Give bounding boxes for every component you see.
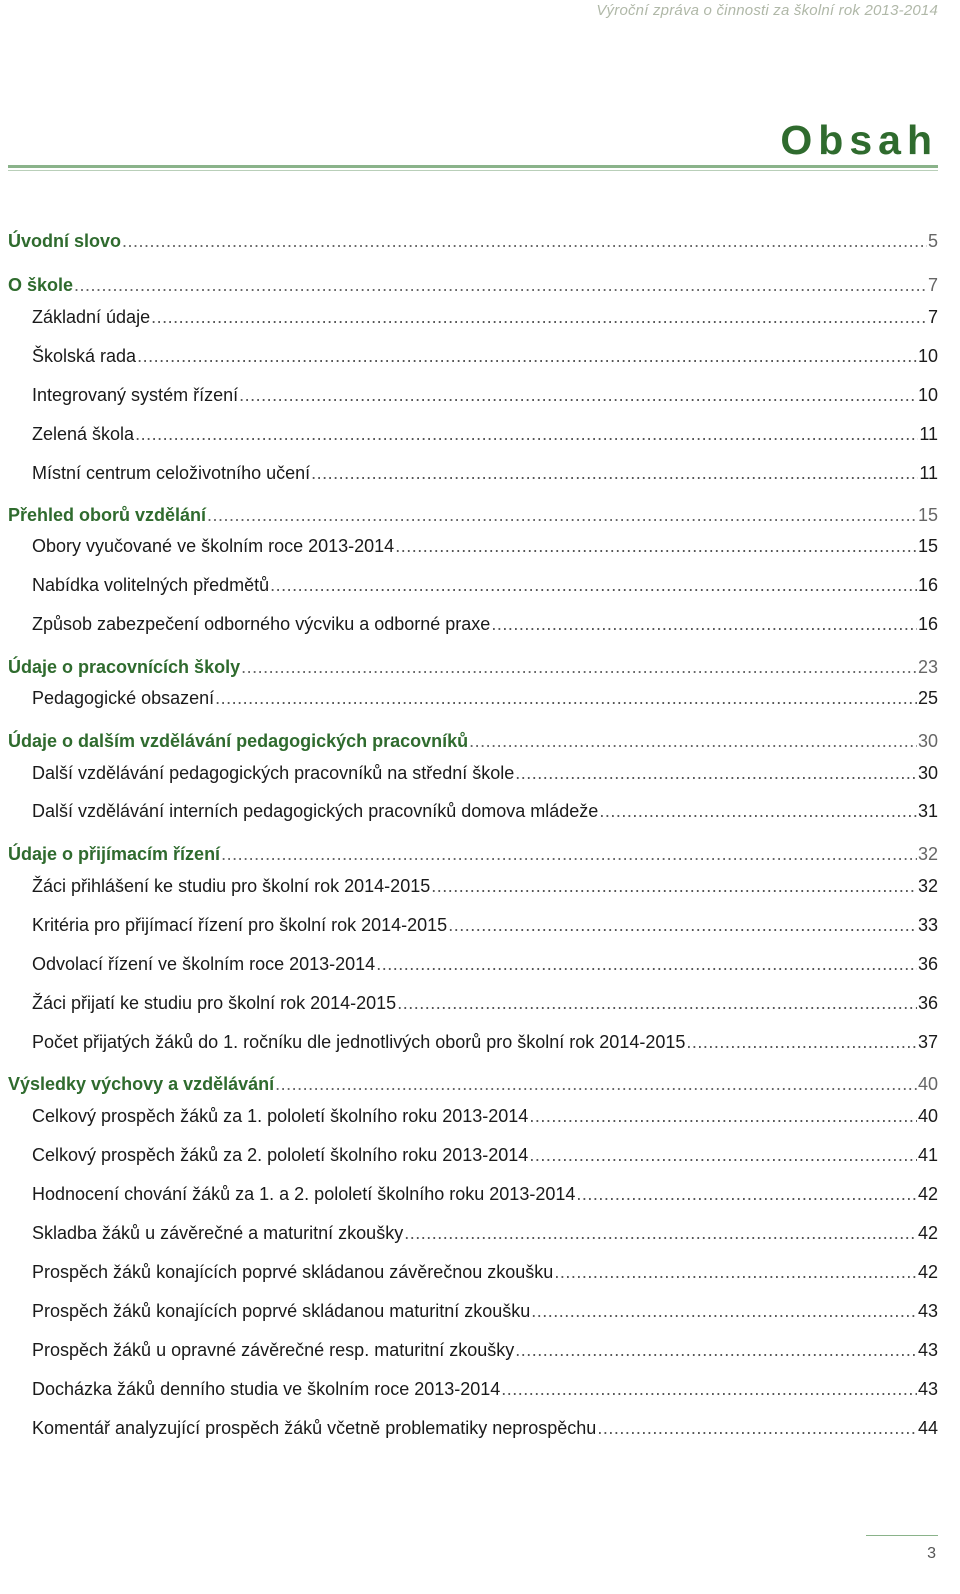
toc-dot-leader xyxy=(529,1101,917,1131)
title-divider xyxy=(8,165,938,168)
toc-entry-page: 7 xyxy=(927,307,938,327)
toc-dot-leader xyxy=(239,380,917,410)
toc-entry-label: Místní centrum celoživotního učení xyxy=(32,463,311,483)
toc-entry-page: 15 xyxy=(917,505,938,525)
toc-dot-leader xyxy=(397,988,917,1018)
toc-dot-leader xyxy=(515,758,917,788)
toc-section-entry[interactable] xyxy=(32,419,938,449)
toc-chapter-entry[interactable] xyxy=(8,270,938,300)
toc-section-entry[interactable] xyxy=(32,949,938,979)
toc-section-entry[interactable] xyxy=(32,871,938,901)
toc-entry-page: 15 xyxy=(917,536,938,556)
toc-entry-label: Prospěch žáků konajících poprvé skládanou maturitní zkoušku xyxy=(32,1301,531,1321)
page-title: Obsah xyxy=(780,117,938,163)
toc-entry-page: 30 xyxy=(917,731,938,751)
toc-chapter-entry[interactable] xyxy=(8,500,938,530)
toc-entry-page: 40 xyxy=(917,1074,938,1094)
toc-entry-label: Obory vyučované ve školním roce 2013-2014 xyxy=(32,536,395,556)
toc-entry-label: Základní údaje xyxy=(32,307,151,327)
toc-dot-leader xyxy=(135,419,918,449)
toc-section-entry[interactable] xyxy=(32,1257,938,1287)
toc-section-entry[interactable] xyxy=(32,380,938,410)
toc-dot-leader xyxy=(311,458,918,488)
toc-dot-leader xyxy=(515,1335,917,1365)
toc-entry-page: 25 xyxy=(917,688,938,708)
toc-dot-leader xyxy=(395,531,917,561)
toc-dot-leader xyxy=(576,1179,917,1209)
toc-entry-label: Zelená škola xyxy=(32,424,135,444)
toc-section-entry[interactable] xyxy=(32,1140,938,1170)
toc-section-entry[interactable] xyxy=(32,1101,938,1131)
toc-dot-leader xyxy=(151,302,927,332)
toc-entry-label: Přehled oborů vzdělání xyxy=(8,505,207,525)
toc-entry-page: 41 xyxy=(917,1145,938,1165)
toc-entry-label: Úvodní slovo xyxy=(8,231,122,251)
toc-dot-leader xyxy=(241,652,917,682)
toc-entry-label: Žáci přihlášení ke studiu pro školní rok 2014-2015 xyxy=(32,876,431,896)
toc-dot-leader xyxy=(275,1069,917,1099)
toc-section-entry[interactable] xyxy=(32,796,938,826)
toc-entry-label: Integrovaný systém řízení xyxy=(32,385,239,405)
toc-dot-leader xyxy=(531,1296,917,1326)
toc-entry-page: 43 xyxy=(917,1340,938,1360)
toc-entry-page: 43 xyxy=(917,1301,938,1321)
toc-section-entry[interactable] xyxy=(32,1413,938,1443)
toc-entry-label: Celkový prospěch žáků za 1. pololetí školního roku 2013-2014 xyxy=(32,1106,529,1126)
toc-entry-page: 7 xyxy=(927,275,938,295)
toc-dot-leader xyxy=(501,1374,917,1404)
toc-dot-leader xyxy=(469,726,917,756)
toc-chapter-entry[interactable] xyxy=(8,839,938,869)
toc-entry-label: Celkový prospěch žáků za 2. pololetí školního roku 2013-2014 xyxy=(32,1145,529,1165)
toc-entry-label: Školská rada xyxy=(32,346,137,366)
toc-dot-leader xyxy=(122,226,927,256)
toc-entry-label: Hodnocení chování žáků za 1. a 2. pololetí školního roku 2013-2014 xyxy=(32,1184,576,1204)
toc-entry-label: Údaje o přijímacím řízení xyxy=(8,844,221,864)
toc-chapter-entry[interactable] xyxy=(8,1069,938,1099)
toc-dot-leader xyxy=(221,839,917,869)
toc-dot-leader xyxy=(686,1027,917,1057)
toc-chapter-entry[interactable] xyxy=(8,726,938,756)
toc-entry-page: 44 xyxy=(917,1418,938,1438)
toc-chapter-entry[interactable] xyxy=(8,652,938,682)
toc-dot-leader xyxy=(207,500,917,530)
toc-entry-page: 10 xyxy=(917,346,938,366)
toc-dot-leader xyxy=(215,683,917,713)
toc-dot-leader xyxy=(599,796,917,826)
toc-entry-label: Odvolací řízení ve školním roce 2013-2014 xyxy=(32,954,376,974)
running-header: Výroční zpráva o činnosti za školní rok 2013-2014 xyxy=(596,2,938,19)
toc-entry-page: 32 xyxy=(917,844,938,864)
toc-section-entry[interactable] xyxy=(32,609,938,639)
toc-entry-label: Další vzdělávání interních pedagogických pracovníků domova mládeže xyxy=(32,801,599,821)
toc-entry-label: Výsledky výchovy a vzdělávání xyxy=(8,1074,275,1094)
toc-entry-page: 40 xyxy=(917,1106,938,1126)
toc-entry-label: Prospěch žáků konajících poprvé skládanou závěrečnou zkoušku xyxy=(32,1262,554,1282)
toc-entry-label: Další vzdělávání pedagogických pracovníků na střední škole xyxy=(32,763,515,783)
toc-dot-leader xyxy=(597,1413,917,1443)
toc-entry-label: Nabídka volitelných předmětů xyxy=(32,575,270,595)
toc-entry-page: 10 xyxy=(917,385,938,405)
toc-entry-page: 42 xyxy=(917,1184,938,1204)
toc-entry-page: 32 xyxy=(917,876,938,896)
toc-dot-leader xyxy=(431,871,917,901)
toc-dot-leader xyxy=(404,1218,917,1248)
toc-section-entry[interactable] xyxy=(32,910,938,940)
toc-section-entry[interactable] xyxy=(32,1374,938,1404)
toc-dot-leader xyxy=(491,609,917,639)
toc-entry-label: Skladba žáků u závěrečné a maturitní zkoušky xyxy=(32,1223,404,1243)
toc-entry-label: Údaje o pracovnících školy xyxy=(8,657,241,677)
toc-section-entry[interactable] xyxy=(32,683,938,713)
toc-section-entry[interactable] xyxy=(32,758,938,788)
page-number: 3 xyxy=(927,1545,936,1562)
toc-dot-leader xyxy=(270,570,917,600)
toc-section-entry[interactable] xyxy=(32,570,938,600)
toc-dot-leader xyxy=(74,270,927,300)
toc-section-entry[interactable] xyxy=(32,1218,938,1248)
toc-entry-page: 36 xyxy=(917,993,938,1013)
toc-dot-leader xyxy=(448,910,917,940)
toc-section-entry[interactable] xyxy=(32,458,938,488)
toc-section-entry[interactable] xyxy=(32,531,938,561)
toc-section-entry[interactable] xyxy=(32,341,938,371)
toc-entry-page: 31 xyxy=(917,801,938,821)
toc-entry-page: 16 xyxy=(917,614,938,634)
toc-dot-leader xyxy=(529,1140,917,1170)
footer-divider xyxy=(866,1535,938,1536)
toc-entry-page: 43 xyxy=(917,1379,938,1399)
toc-entry-page: 11 xyxy=(919,463,938,483)
toc-entry-page: 42 xyxy=(917,1223,938,1243)
toc-entry-page: 37 xyxy=(917,1032,938,1052)
toc-entry-label: Pedagogické obsazení xyxy=(32,688,215,708)
toc-section-entry[interactable] xyxy=(32,1179,938,1209)
toc-entry-label: O škole xyxy=(8,275,74,295)
toc-entry-page: 30 xyxy=(917,763,938,783)
toc-entry-label: Komentář analyzující prospěch žáků včetně problematiky neprospěchu xyxy=(32,1418,597,1438)
toc-dot-leader xyxy=(137,341,917,371)
toc-section-entry[interactable] xyxy=(32,1027,938,1057)
toc-entry-page: 11 xyxy=(919,424,938,444)
toc-dot-leader xyxy=(376,949,917,979)
toc-entry-label: Způsob zabezpečení odborného výcviku a odborné praxe xyxy=(32,614,491,634)
toc-entry-page: 5 xyxy=(927,231,938,251)
toc-dot-leader xyxy=(554,1257,917,1287)
title-divider-thin xyxy=(8,170,938,171)
toc-entry-label: Žáci přijatí ke studiu pro školní rok 2014-2015 xyxy=(32,993,397,1013)
toc-chapter-entry[interactable] xyxy=(8,226,938,256)
toc-section-entry[interactable] xyxy=(32,988,938,1018)
toc-section-entry[interactable] xyxy=(32,1296,938,1326)
toc-entry-label: Prospěch žáků u opravné závěrečné resp. maturitní zkoušky xyxy=(32,1340,515,1360)
toc-entry-page: 42 xyxy=(917,1262,938,1282)
toc-entry-page: 33 xyxy=(917,915,938,935)
toc-section-entry[interactable] xyxy=(32,1335,938,1365)
toc-entry-label: Docházka žáků denního studia ve školním roce 2013-2014 xyxy=(32,1379,501,1399)
toc-entry-label: Počet přijatých žáků do 1. ročníku dle jednotlivých oborů pro školní rok 2014-2015 xyxy=(32,1032,686,1052)
toc-entry-page: 23 xyxy=(917,657,938,677)
toc-section-entry[interactable] xyxy=(32,302,938,332)
toc-entry-label: Údaje o dalším vzdělávání pedagogických pracovníků xyxy=(8,731,469,751)
toc-entry-page: 16 xyxy=(917,575,938,595)
toc-entry-label: Kritéria pro přijímací řízení pro školní rok 2014-2015 xyxy=(32,915,448,935)
toc-entry-page: 36 xyxy=(917,954,938,974)
